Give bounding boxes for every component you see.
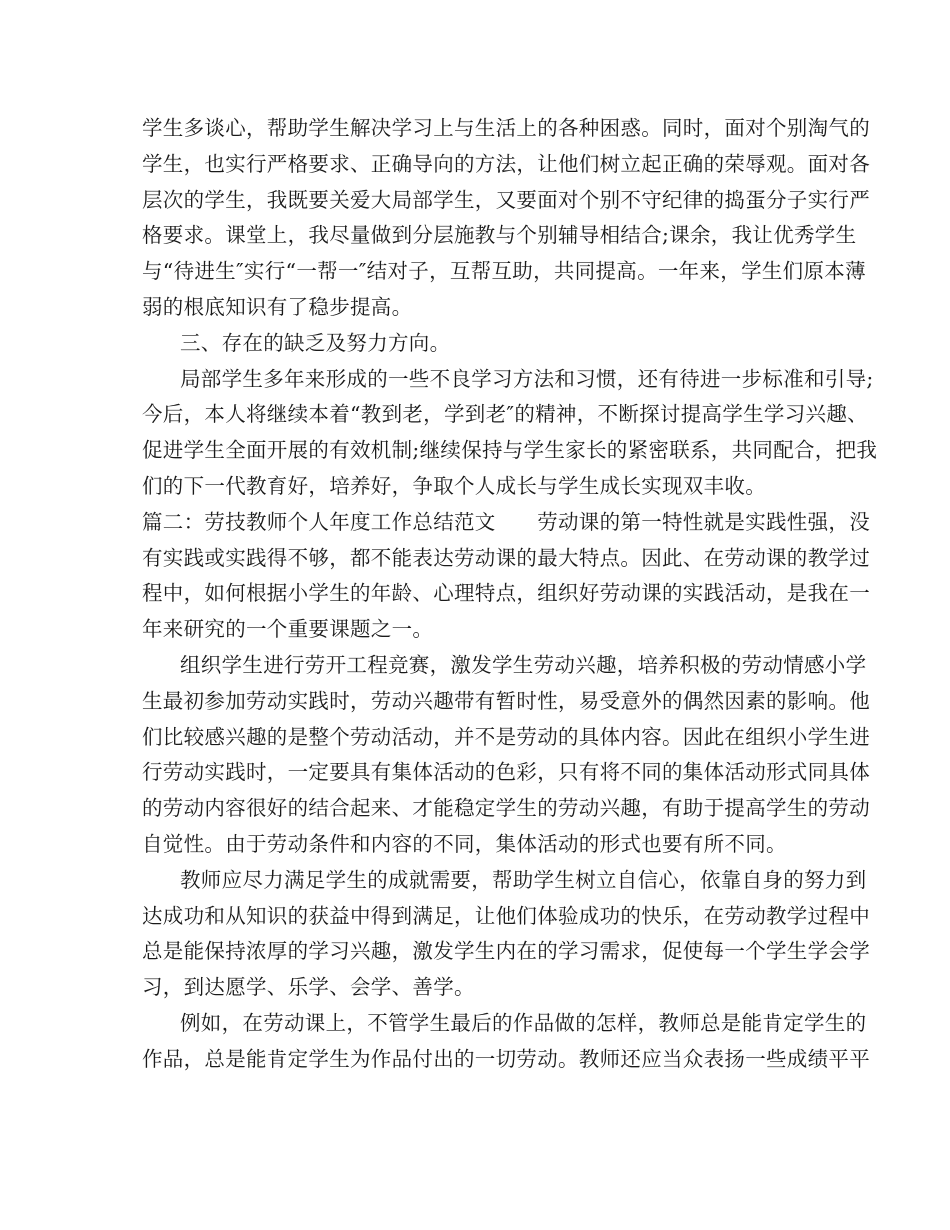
text-line: 格要求。课堂上，我尽量做到分层施教与个别辅导相结合;课余，我让优秀学生 xyxy=(142,223,857,248)
text-line: 的劳动内容很好的结合起来、才能稳定学生的劳动兴趣，有助于提高学生的劳动 xyxy=(142,796,870,821)
text-line: 例如，在劳动课上，不管学生最后的作品做的怎样，教师总是能肯定学生的 xyxy=(180,1010,867,1035)
text-line: 年来研究的一个重要课题之一。 xyxy=(142,617,434,642)
text-line: 作品，总是能肯定学生为作品付出的一切劳动。教师还应当众表扬一些成绩平平 xyxy=(142,1046,870,1071)
text-line: 与“待进生″实行“一帮一″结对子，互帮互助，共同提高。一年来，学生们原本薄 xyxy=(142,259,866,284)
text-line: 程中，如何根据小学生的年龄、心理特点，组织好劳动课的实践活动，是我在一 xyxy=(142,581,870,606)
text-line: 层次的学生，我既要关爱大局部学生，又要面对个别不守纪律的捣蛋分子实行严 xyxy=(142,187,870,212)
text-line: 行劳动实践时，一定要具有集体活动的色彩，只有将不同的集体活动形式同具体 xyxy=(142,760,870,785)
text-line: 促进学生全面开展的有效机制;继续保持与学生家长的紧密联系，共同配合，把我 xyxy=(142,438,878,463)
text-line: 组织学生进行劳开工程竞赛，激发学生劳动兴趣，培养积极的劳动情感小学 xyxy=(180,652,867,677)
text-line: 局部学生多年来形成的一些不良学习方法和习惯，还有待进一步标准和引导; xyxy=(180,366,874,391)
text-line: 们比较感兴趣的是整个劳动活动，并不是劳动的具体内容。因此在组织小学生进 xyxy=(142,724,870,749)
text-line: 生最初参加劳动实践时，劳动兴趣带有暂时性，易受意外的偶然因素的影响。他 xyxy=(142,688,870,713)
text-line: 学生，也实行严格要求、正确导向的方法，让他们树立起正确的荣辱观。面对各 xyxy=(142,151,870,176)
text-line: 今后，本人将继续本着“教到老，学到老″的精神，不断探讨提高学生学习兴趣、 xyxy=(142,402,868,427)
text-line: 们的下一代教育好，培养好，争取个人成长与学生成长实现双丰收。 xyxy=(142,473,766,498)
text-line: 自觉性。由于劳动条件和内容的不同，集体活动的形式也要有所不同。 xyxy=(142,831,787,856)
text-line: 学生多谈心，帮助学生解决学习上与生活上的各种困惑。同时，面对个别淘气的 xyxy=(142,116,870,140)
text-line: 习，到达愿学、乐学、会学、善学。 xyxy=(142,975,475,1000)
text-line: 达成功和从知识的获益中得到满足，让他们体验成功的快乐，在劳动教学过程中 xyxy=(142,903,870,928)
text-line: 三、存在的缺乏及努力方向。 xyxy=(180,330,451,355)
text-line: 总是能保持浓厚的学习兴趣，激发学生内在的学习需求，促使每一个学生学会学 xyxy=(142,939,870,964)
text-line: 教师应尽力满足学生的成就需要，帮助学生树立自信心，依靠自身的努力到 xyxy=(180,867,867,892)
text-line: 弱的根底知识有了稳步提高。 xyxy=(142,294,413,319)
document-body xyxy=(142,111,878,1078)
text-line: 篇二：劳技教师个人年度工作总结范文 劳动课的第一特性就是实践性强，没 xyxy=(142,509,870,534)
text-line: 有实践或实践得不够，都不能表达劳动课的最大特点。因此、在劳动课的教学过 xyxy=(142,545,870,570)
